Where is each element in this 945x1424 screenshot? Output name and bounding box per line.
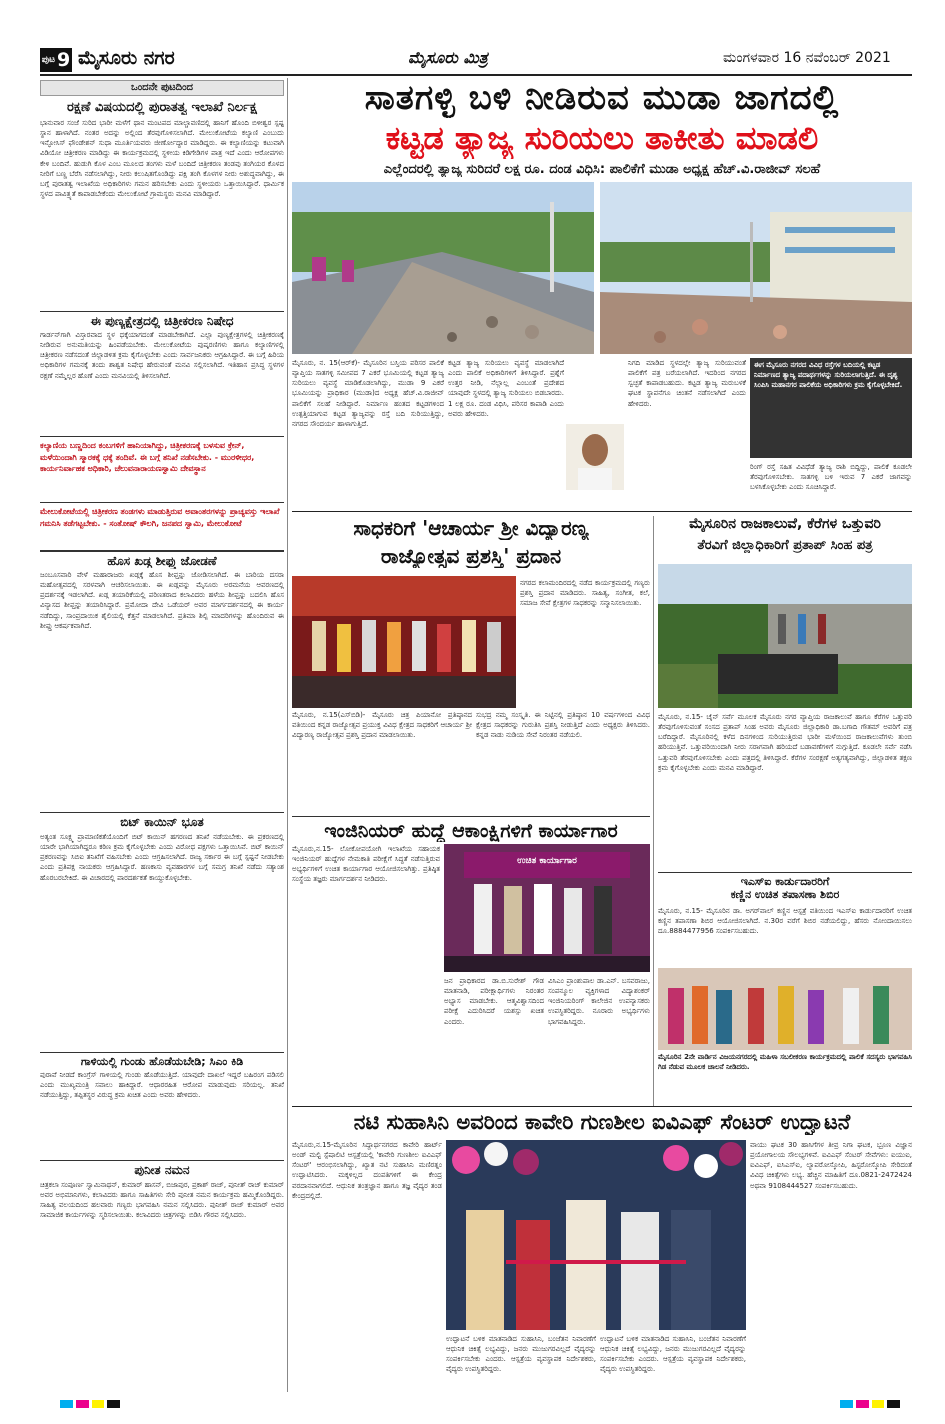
registration-marks: [840, 1400, 900, 1408]
main-headline: ಸಾತಗಳ್ಳಿ ಬಳಿ ನೀಡಿರುವ ಮುಡಾ ಜಾಗದಲ್ಲಿ: [364, 78, 840, 118]
column-divider: [653, 516, 654, 1106]
right-headline: ತೆರವಿಗೆ ಜಿಲ್ಲಾಧಿಕಾರಿಗೆ ಪ್ರತಾಪ್ ಸಿಂಹ ಪತ್ರ: [697, 538, 873, 553]
story-body: ಮೈಸೂರು, ನ.15(ಎಸ್‌ಬಿಡಿ)- ಮೈಸೂರು ಚಿತ್ರ ಪಿಯಾನೋ ಪ್ರತಿಷ್ಠಾನದ ವತಿಯಿಂದ ಕನ್ನಡ ರಾಜ್ಯೋತ್ಸವ ಪ್ರಯುಕ್ತ ವಿವಿಧ ಕ್ಷೇತ್ರದ ಸಾಧಕರಿಗೆ ಆಚಾರ್ಯ ಶ್ರೀ ವಿದ್ಯಾರಣ್ಯ ರಾಜ್ಯೋತ್ಸವ ಪ್ರಶಸ್ತಿ ಪ್ರದಾನ ಮಾಡಲಾಯಿತು.: [292, 711, 472, 740]
column-divider: [287, 78, 288, 1392]
story-title: ಗಾಳಿಯಲ್ಲಿ ಗುಂಡು ಹೊಡೆಯಬೇಡಿ; ಸಿಎಂ ಕಿಡಿ: [40, 1052, 284, 1069]
esi-headline: ಇಎಸ್‌ಐ ಕಾರ್ಡುದಾರರಿಗೆ: [658, 872, 912, 889]
registration-marks: [60, 1400, 120, 1408]
story-body: ಮೈಸೂರು, ನ.15- ಚೈನ್ ಸರ್ವೆ ಮೂಲಕ ಮೈಸೂರು ನಗರ ವ್ಯಾಪ್ತಿಯ ರಾಜಕಾಲುವೆ ಹಾಗೂ ಕೆರೆಗಳ ಒತ್ತುವರಿ ತೆರವುಗೊಳಿಸುವಂತೆ ಸಂಸದ ಪ್ರತಾಪ್ ಸಿಂಹ ಅವರು ಮೈಸೂರು ಜಿಲ್ಲಾಧಿಕಾರಿ ಡಾ.ಬಗಾದಿ ಗೌತಮ್ ಅವರಿಗೆ ಪತ್ರ ಬರೆದಿದ್ದಾರೆ. ಮೈಸೂರಿನಲ್ಲಿ ಕಳೆದ ದಿನಗಳಿಂದ ಸುರಿಯುತ್ತಿರುವ ಭಾರೀ ಮಳೆಯಿಂದ ರಾಜಕಾಲುವೆಗಳು ತುಂಬಿ ಹರಿಯುತ್ತಿವೆ. ಒತ್ತುವರಿಯಿಂದಾಗಿ ನೀರು ಸರಾಗವಾಗಿ ಹರಿಯದೆ ಬಡಾವಣೆಗಳಿಗೆ ನುಗ್ಗುತ್ತಿದೆ. ಕೂಡಲೇ ಸರ್ವೆ ನಡೆಸಿ ಒತ್ತುವರಿ ತೆರವುಗೊಳಿಸಬೇಕು ಎಂದು ಪತ್ರದಲ್ಲಿ ತಿಳಿಸಿದ್ದಾರೆ. ಕೆರೆಗಳ ಸಂರಕ್ಷಣೆ ಅತ್ಯಗತ್ಯವಾಗಿದ್ದು, ಜಿಲ್ಲಾಡಳಿತ ತಕ್ಷಣ ಕ್ರಮ ಕೈಗೊಳ್ಳಬೇಕು ಎಂದು ಮನವಿ ಮಾಡಿದ್ದಾರೆ.: [658, 713, 912, 772]
story-body: ಮೈಸೂರು,ನ.15- ಲೋಕೋಪಯೋಗಿ ಇಲಾಖೆಯ ಸಹಾಯಕ ಇಂಜಿನಿಯರ್ ಹುದ್ದೆಗಳ ನೇಮಕಾತಿ ಪರೀಕ್ಷೆಗೆ ಸಿದ್ಧತೆ ನಡೆಸುತ್ತಿರುವ ಅಭ್ಯರ್ಥಿಗಳಿಗೆ ಉಚಿತ ಕಾರ್ಯಾಗಾರ ಆಯೋಜಿಸಲಾಗಿತ್ತು. ಪ್ರತಿಷ್ಠಿತ ಸಂಸ್ಥೆಯ ತಜ್ಞರು ಮಾರ್ಗದರ್ಶನ ನೀಡಿದರು.: [292, 845, 440, 884]
photo-caption: ಮೈಸೂರಿನ 2ನೇ ವಾರ್ಡಿನ ವಿಜಯನಗರದಲ್ಲಿ ಮಹಿಳಾ ಸಬಲೀಕರಣ ಕಾರ್ಯಕ್ರಮದಲ್ಲಿ ಪಾಲಿಕೆ ಸದಸ್ಯರು ಭಾಗವಹಿಸಿ ಗಿಡ ನೆಡುವ ಮೂಲಕ ಚಾಲನೆ ನೀಡಿದರು.: [658, 1053, 912, 1072]
main-subhead: ಎಲ್ಲೆಂದರಲ್ಲಿ ತ್ಯಾಜ್ಯ ಸುರಿದರೆ ಲಕ್ಷ ರೂ. ದಂಡ ವಿಧಿಸಿ: ಪಾಲಿಕೆಗೆ ಮುಡಾ ಅಧ್ಯಕ್ಷ ಹೆಚ್.ವಿ.ರಾಜೀವ್ ಸಲಹೆ: [383, 162, 821, 177]
story-title: ಹೊಸ ಖಡ್ಗ ಶೀಫ್ತು ಜೋಡಣೆ: [40, 550, 284, 569]
main-headline-red: ಕಟ್ಟಡ ತ್ಯಾಜ್ಯ ಸುರಿಯಲು ತಾಕೀತು ಮಾಡಲಿ: [385, 119, 819, 157]
bottom-headline: ನಟಿ ಸುಹಾಸಿನಿ ಅವರಿಂದ ಕಾವೇರಿ ಗುಣಶೀಲ ಐವಿಎಫ್ ಸೆಂಟರ್ ಉದ್ಘಾಟನೆ: [353, 1110, 851, 1134]
women-event-photo: [658, 968, 912, 1050]
story-body: ಜಂಬೂಸವಾರಿ ವೇಳೆ ಮಹಾರಾಜರು ಖಡ್ಗಕ್ಕೆ ಹೊಸ ಶೀಫ್ತನ್ನು ಜೋಡಿಸಲಾಗಿದೆ. ಈ ಬಾರಿಯ ದಸರಾ ಮಹೋತ್ಸವದಲ್ಲಿ ಸರಳವಾಗಿ ಆಚರಿಸಲಾಯಿತು. ಈ ಖಡ್ಗವನ್ನು ಮೈಸೂರು ಅರಮನೆಯ ಆವರಣದಲ್ಲಿ ಪ್ರದರ್ಶನಕ್ಕೆ ಇಡಲಾಗಿದೆ. ಖಡ್ಗ ತಯಾರಿಕೆಯಲ್ಲಿ ಪರಿಣತರಾದ ಕಲಾವಿದರು ಹಳೆಯ ಶೀಫ್ತನ್ನು ಬದಲಿಸಿ ಹೊಸ ವಿನ್ಯಾಸದ ಶೀಫ್ತನ್ನು ತಯಾರಿಸಿದ್ದಾರೆ. ಪ್ರಮೋದಾ ದೇವಿ ಒಡೆಯರ್ ಅವರ ಮಾರ್ಗದರ್ಶನದಲ್ಲಿ ಈ ಕಾರ್ಯ ನಡೆದಿದ್ದು, ಸಾಂಪ್ರದಾಯಿಕ ಶೈಲಿಯಲ್ಲಿ ಕೆತ್ತನೆ ಮಾಡಲಾಗಿದೆ. ಪ್ರತಿಮಾ ಶಿಲ್ಪಿ ಮಾದರಿಗಳನ್ನು ಹೊಂದಿರುವ ಈ ಶೀಫ್ತು ಆಕರ್ಷಕವಾಗಿದೆ.: [40, 571, 284, 630]
story-body: ರಿಂಗ್ ರಸ್ತೆ ಸಹಿತ ವಿವಿಧೆಡೆ ತ್ಯಾಜ್ಯ ರಾಶಿ ಬಿದ್ದಿದ್ದು, ಪಾಲಿಕೆ ಕೂಡಲೇ ತೆರವುಗೊಳಿಸಬೇಕು. ಸಾತಗಳ್ಳಿ ಬಳಿ ಇರುವ 7 ಎಕರೆ ಜಾಗವನ್ನು ಬಳಸಿಕೊಳ್ಳಬೇಕು ಎಂದು ಸೂಚಿಸಿದ್ದಾರೆ.: [750, 463, 912, 492]
story-body: ಮೈಸೂರು,ನ.15-ಮೈಸೂರಿನ ಸಿದ್ದಾರ್ಥನಗರದ ಕಾವೇರಿ ಹಾರ್ಟ್ ಅಂಡ್ ಮಲ್ಟಿ ಸ್ಪೆಷಾಲಿಟಿ ಆಸ್ಪತ್ರೆಯಲ್ಲಿ 'ಕಾವೇರಿ ಗುಣಶೀಲ ಐವಿಎಫ್ ಸೆಂಟರ್' ಆರಂಭಿಸಲಾಗಿದ್ದು, ಖ್ಯಾತ ನಟಿ ಸುಹಾಸಿನಿ ಮಣಿರತ್ನಂ ಉದ್ಘಾಟಿಸಿದರು. ಮಕ್ಕಳಿಲ್ಲದ ದಂಪತಿಗಳಿಗೆ ಈ ಕೇಂದ್ರ ವರದಾನವಾಗಲಿದೆ. ಆಧುನಿಕ ತಂತ್ರಜ್ಞಾನ ಹಾಗೂ ತಜ್ಞ ವೈದ್ಯರ ತಂಡ ಕೇಂದ್ರದಲ್ಲಿದೆ.: [292, 1141, 442, 1200]
esi-headline: ಕಣ್ಣಿನ ಉಚಿತ ತಪಾಸಣಾ ಶಿಬಿರ: [730, 888, 840, 901]
story-title: ರಕ್ಷಣೆ ವಿಷಯದಲ್ಲಿ ಪುರಾತತ್ವ ಇಲಾಖೆ ನಿರ್ಲಕ್ಷ: [67, 100, 257, 115]
story-title: ಪುನೀತ ನಮನ: [40, 1160, 284, 1178]
page-label: ಪುಟ: [41, 55, 55, 65]
workshop-banner-text: ಉಚಿತ ಕಾರ್ಯಾಗಾರ: [517, 856, 577, 866]
section-title: ಮೈಸೂರು ನಗರ: [78, 47, 175, 69]
drain-photo: [658, 564, 912, 708]
story-body: ವಿಸಿಎಂ ಪ್ರಾಂಶುಪಾಲ ಡಾ.ಎನ್. ಬಸವರಾಜು, ಸಂಪನ್ಮೂಲ ವ್ಯಕ್ತಿಗಳಾದ ವಿದ್ಯಾಶಂಕರ್ ಇಂಜಿನಿಯರಿಂಗ್ ಕಾಲೇಜಿನ ಉಪನ್ಯಾಸಕರು ಉಪಸ್ಥಿತರಿದ್ದರು. ನೂರಾರು ಅಭ್ಯರ್ಥಿಗಳು ಭಾಗವಹಿಸಿದ್ದರು.: [548, 977, 650, 1026]
header-rule: [40, 74, 912, 76]
quote-block: ಕಲ್ಯಾಣಿಯ ಬಣ್ಣದಿಂದ ಕಂಬಗಳಿಗೆ ಹಾನಿಯಾಗಿದ್ದು, ಚಿತ್ರೀಕರಣಕ್ಕೆ ಬಳಸುವ ಕ್ರೇನ್, ಮಳೆಯಿಂದಾಗಿ ಸ್ಮಾರಕಕ್ಕೆ ಧಕ್ಕೆ ತಂದಿವೆ. ಈ ಬಗ್ಗೆ ತನಿಖೆ ನಡೆಸಬೇಕು. - ಮುರಳೀಧರ, ಕಾರ್ಯನಿರ್ವಾಹಕ ಅಧಿಕಾರಿ, ಚೆಲುವನಾರಾಯಣಸ್ವಾಮಿ ದೇವಸ್ಥಾನ: [40, 436, 284, 498]
page-number-badge: [40, 48, 72, 72]
ivf-inauguration-photo: [446, 1140, 746, 1330]
right-headline: ಮೈಸೂರಿನ ರಾಜಕಾಲುವೆ, ಕೆರೆಗಳ ಒತ್ತುವರಿ: [689, 516, 881, 532]
story-body: ಉದ್ಘಾಟನೆ ಬಳಿಕ ಮಾತನಾಡಿದ ಸುಹಾಸಿನಿ, ಬಂಜೆತನ ನಿವಾರಣೆಗೆ ಆಧುನಿಕ ಚಿಕಿತ್ಸೆ ಲಭ್ಯವಿದ್ದು, ಜನರು ಮುಜುಗರವಿಲ್ಲದೆ ವೈದ್ಯರನ್ನು ಸಂಪರ್ಕಿಸಬೇಕು ಎಂದರು. ಆಸ್ಪತ್ರೆಯ ವ್ಯವಸ್ಥಾಪಕ ನಿರ್ದೇಶಕರು, ವೈದ್ಯರು ಉಪಸ್ಥಿತರಿದ್ದರು.: [446, 1335, 596, 1374]
award-headline: ರಾಜ್ಯೋತ್ಸವ ಪ್ರಶಸ್ತಿ' ಪ್ರದಾನ: [380, 544, 562, 568]
newspaper-brand: ಮೈಸೂರು ಮಿತ್ರ: [408, 48, 488, 67]
story-body: ಚಿತ್ರಕಲಾ ಸಂಪೂರ್ಣ ಸ್ವಾಮಿನಾಥನ್, ಕುಮಾರ್ ಹಾಸನ್, ಬಿಜಾಪುರ, ಪ್ರಕಾಶ್ ರಾಜ್, ಪುನೀತ್ ರಾಜ್ ಕುಮಾರ್ ಅವರ ಅಭಿಮಾನಿಗಳು, ಕಲಾವಿದರು ಹಾಗೂ ಸಾಹಿತಿಗಳು ಸೇರಿ ಪುನೀತ ನಮನ ಕಾರ್ಯಕ್ರಮ ಹಮ್ಮಿಕೊಂಡಿದ್ದರು. ಸಾಹಿತ್ಯ ವಲಯದಿಂದ ಹಲವಾರು ಗಣ್ಯರು ಭಾಗವಹಿಸಿ ನಮನ ಸಲ್ಲಿಸಿದರು. ಪುನೀತ್ ರಾಜ್ ಕುಮಾರ್ ಅವರ ಸಾಮಾಜಿಕ ಕಾರ್ಯಗಳನ್ನು ಸ್ಮರಿಸಲಾಯಿತು. ಕಲಾವಿದರು ಚಿತ್ರಗಳನ್ನು ಬಿಡಿಸಿ ಗೌರವ ಸಲ್ಲಿಸಿದರು.: [40, 1181, 284, 1220]
award-headline: ಸಾಧಕರಿಗೆ 'ಆಚಾರ್ಯ ಶ್ರೀ ವಿದ್ಯಾರಣ್ಯ: [353, 516, 589, 540]
workshop-photo: [444, 844, 650, 972]
story-body: ಗಾರ್ಡನ್‌ಗಾಗಿ ವಿಸ್ತಾರವಾದ ಸ್ಥಳ ಧಕ್ಕೆಯಾಗದಂತೆ ಮಾಡಬೇಕಾಗಿದೆ. ಎಲ್ಲಾ ಪುಣ್ಯಕ್ಷೇತ್ರಗಳಲ್ಲಿ ಚಿತ್ರೀಕರಣಕ್ಕೆ ನೀಡಿರುವ ಅನುಮತಿಯನ್ನು ಹಿಂಪಡೆಯಬೇಕು. ಮೇಲುಕೋಟೆಯ ಪುಷ್ಕರಣಿಗಳು ಹಾಗೂ ಕಲ್ಯಾಣಿಗಳಲ್ಲಿ ಚಿತ್ರೀಕರಣ ನಡೆಸದಂತೆ ಜಿಲ್ಲಾಡಳಿತ ಕ್ರಮ ಕೈಗೊಳ್ಳಬೇಕು ಎಂದು ಸಾರ್ವಜನಿಕರು ಆಗ್ರಹಿಸಿದ್ದಾರೆ. ಈ ಬಗ್ಗೆ ಹಿರಿಯ ಅಧಿಕಾರಿಗಳ ಗಮನಕ್ಕೆ ತಂದು ಶಾಶ್ವತ ನಿಷೇಧ ಹೇರುವಂತೆ ಮನವಿ ಸಲ್ಲಿಸಲಾಗಿದೆ. ಇತಿಹಾಸ ಪ್ರಸಿದ್ಧ ಸ್ಥಳಗಳ ರಕ್ಷಣೆ ನಮ್ಮೆಲ್ಲರ ಹೊಣೆ ಎಂದು ಮನವಿಯಲ್ಲಿ ತಿಳಿಸಲಾಗಿದೆ.: [40, 331, 284, 380]
story-body: ಉದ್ಘಾಟನೆ ಬಳಿಕ ಮಾತನಾಡಿದ ಸುಹಾಸಿನಿ, ಬಂಜೆತನ ನಿವಾರಣೆಗೆ ಆಧುನಿಕ ಚಿಕಿತ್ಸೆ ಲಭ್ಯವಿದ್ದು, ಜನರು ಮುಜುಗರವಿಲ್ಲದೆ ವೈದ್ಯರನ್ನು ಸಂಪರ್ಕಿಸಬೇಕು ಎಂದರು. ಆಸ್ಪತ್ರೆಯ ವ್ಯವಸ್ಥಾಪಕ ನಿರ್ದೇಶಕರು, ವೈದ್ಯರು ಉಪಸ್ಥಿತರಿದ್ದರು.: [600, 1335, 746, 1374]
road-debris-photo: [292, 182, 594, 354]
story-body: ಭಾನುವಾರ ಸಂಜೆ ಸುರಿದ ಭಾರೀ ಮಳೆಗೆ ಥಾನ ಮಂಟಪದ ಮಾಲ್ಚಾವಣಿದಲ್ಲಿ ಹಾನಿಗೆ ಹೊಂದಿ ಬಿಳೀಶ್ವರ ಸ್ಪಷ್ಟ ಸ್ಥಾನ ಹಾಳಾಗಿದೆ. ನಂತರ ಅದನ್ನು ಅಲ್ಲಿಂದ ತೆರವುಗೊಳಿಸಲಾಗಿದೆ. ಮೇಲುಕೋಟೆಯ ಕಲ್ಯಾಣಿ ಎಂಬುದು ಇನ್ಫೋಸಿಸ್ ಫೌಂಡೇಶನ್ ಸುಧಾ ಮೂರ್ತಿಯವರು ಜೀರ್ಣೋದ್ಧಾರ ಮಾಡಿದ್ದರು. ಈ ಕಲ್ಯಾಣಿಯನ್ನು ಕಟುವಾಗಿ ವಿಡಿಯೋ ಚಿತ್ರೀಕರಣ ಮಾಡಿದ್ದು ಈ ಕಾರ್ಯಕ್ರಮದಲ್ಲಿ ಸ್ಥಳೀಯ ಕಿಡಿಗೇಡಿಗಳ ಪಾತ್ರ ಇದೆ ಎಂದು ಆರೋಪಗಳು ಕೇಳಿ ಬಂದಿವೆ. ಹುಡುಗಿ ಕೊಳ ಎಂಬ ಮೂಲದ ತಂಗಳು ಮಳೆ ಬಂದಿದೆ ಚಿತ್ರೀಕರಣ ತಂಡವು ತಂಗಿಯರ ಕೊಳದ ನೀರಿಗೆ ಬಣ್ಣ ಬೆರೆಸಿ ನಡೆಸಲಾಗಿದ್ದು, ನೀರು ಕಲುಷಿತಗೊಂಡಿದ್ದು ಪಕ್ಷಿ ತಂಗಿ ಕೊಳಗಳ ನೀರು ಅಶುದ್ಧವಾಗಿದ್ದು, ಈ ಬಗ್ಗೆ ಪುರಾತತ್ವ ಇಲಾಖೆಯ ಅಧಿಕಾರಿಗಳು ಗಮನ ಹರಿಸಬೇಕು ಎಂದು ಸ್ಥಳೀಯರು ಒತ್ತಾಯಿಸಿದ್ದಾರೆ. ಧಾರ್ಮಿಕ ಸ್ಥಳದ ಪಾವಿತ್ರ್ಯತೆ ಕಾಪಾಡಬೇಕೆಂದು ಮೇಲುಕೋಟೆ ಗ್ರಾಮಸ್ಥರು ಮನವಿ ಮಾಡಿದ್ದಾರೆ.: [40, 119, 284, 198]
story-body: ವಾಯು ಘಟಕ 30 ಹಾಸಿಗೆಗಳ ತೀವ್ರ ನಿಗಾ ಘಟಕ, ಭ್ರೂಣ ವಿಜ್ಞಾನ ಪ್ರಯೋಗಾಲಯ ಸೌಲಭ್ಯಗಳಿವೆ. ಐವಿಎಫ್ ಸೆಂಟರ್ ಸೇವೆಗಳು: ಐಯುಐ, ಐವಿಎಫ್, ಐಸಿಎಸ್‌ಐ, ಲ್ಯಾಪರೋಸ್ಕೋಪಿ, ಹಿಸ್ಟರೋಸ್ಕೋಪಿ ಸೇರಿದಂತೆ ವಿವಿಧ ಚಿಕಿತ್ಸೆಗಳು ಲಭ್ಯ. ಹೆಚ್ಚಿನ ಮಾಹಿತಿಗೆ ದೂ.0821-2472424 ಅಥವಾ 9108444527 ಸಂಪರ್ಕಿಸಬಹುದು.: [750, 1141, 912, 1190]
story-body: ನಿಗದಿ ಮಾಡಿದ ಸ್ಥಳದಲ್ಲೇ ತ್ಯಾಜ್ಯ ಸುರಿಯುವಂತೆ ಪಾಲಿಕೆಗೆ ಪತ್ರ ಬರೆಯಲಾಗಿದೆ. ಇದರಿಂದ ನಗರದ ಸ್ವಚ್ಛತೆ ಕಾಪಾಡಬಹುದು. ಕಟ್ಟಡ ತ್ಯಾಜ್ಯ ಮರುಬಳಕೆ ಘಟಕ ಸ್ಥಾಪನೆಗೂ ಚಿಂತನೆ ನಡೆಸಲಾಗಿದೆ ಎಂದು ಹೇಳಿದರು.: [628, 359, 746, 408]
section-rule: [292, 1106, 912, 1107]
story-body: ಸುಭದ್ರ ನಮ್ಮ ಸಂಸ್ಕೃತಿ. ಈ ನಿಟ್ಟಿನಲ್ಲಿ ಪ್ರತಿಷ್ಠಾನ 10 ವರ್ಷಗಳಿಂದ ವಿವಿಧ ಕ್ಷೇತ್ರದ ಸಾಧಕರನ್ನು ಗುರುತಿಸಿ ಪ್ರಶಸ್ತಿ ನೀಡುತ್ತಿದೆ ಎಂದು ಅಧ್ಯಕ್ಷರು ತಿಳಿಸಿದರು. ಕನ್ನಡ ನಾಡು ನುಡಿಯ ಸೇವೆ ನಿರಂತರ ನಡೆಯಲಿ.: [476, 711, 650, 740]
page-number: 9: [56, 48, 71, 71]
quote-block: ಮೇಲುಕೋಟೆಯಲ್ಲಿ ಚಿತ್ರೀಕರಣ ತಂಡಗಳು ಮಾಡುತ್ತಿರುವ ಅವಾಂತರಗಳನ್ನು ಪ್ರಾಚ್ಯವಸ್ತು ಇಲಾಖೆ ಗಮನಿಸಿ ತಡೆಗಟ್ಟಬೇಕು. - ಸಂತೋಷ್ ಕೌಲಗಿ, ಜನಪದ ಸ್ವಾಮಿ, ಮೇಲುಕೋಟೆ: [40, 502, 284, 546]
section-rule: [292, 511, 912, 512]
story-title: ಈ ಪುಣ್ಯಕ್ಷೇತ್ರದಲ್ಲಿ ಚಿತ್ರೀಕರಣ ನಿಷೇಧ: [40, 311, 284, 329]
story-body: ನಗರದ ಕಲಾಮಂದಿರದಲ್ಲಿ ನಡೆದ ಕಾರ್ಯಕ್ರಮದಲ್ಲಿ ಗಣ್ಯರು ಪ್ರಶಸ್ತಿ ಪ್ರದಾನ ಮಾಡಿದರು. ಸಾಹಿತ್ಯ, ಸಂಗೀತ, ಕಲೆ, ಸಮಾಜ ಸೇವೆ ಕ್ಷೇತ್ರಗಳ ಸಾಧಕರನ್ನು ಸನ್ಮಾನಿಸಲಾಯಿತು.: [520, 579, 650, 608]
story-body: ಮೈಸೂರು, ನ. 15(ಆರ್‌ಕೆ)- ಮೈಸೂರಿನ ಬಸ್ತಿಯ ಪರಿಸರ ಪಾಲಿಕೆ ವ್ಯಾಪ್ತಿಯ ಸಾತಗಳ್ಳಿ ಸಮೀಪದ 7 ಎಕರೆ ಭೂಮಿಯಲ್ಲಿ ಕಟ್ಟಡ ತ್ಯಾಜ್ಯ ಸುರಿಯಲು ವ್ಯವಸ್ಥೆ ಮಾಡಿಕೊಡಲಾಗಿದ್ದು, ಮುಡಾ 9 ಎಕರೆ ಭೂಮಿಯನ್ನು ಪ್ರಾಧಿಕಾರ (ಮುಡಾ)ದ ಅಧ್ಯಕ್ಷ ಹೆಚ್.ವಿ.ರಾಜೀವ್ ಪಾಲಿಕೆಗೆ ಸಲಹೆ ನೀಡಿದ್ದಾರೆ. ನಿರ್ಮಾಣ ಹಂತದ ಕಟ್ಟಡಗಳಿಂದ ಉತ್ಪತ್ತಿಯಾಗುವ ಕಟ್ಟಡ ತ್ಯಾಜ್ಯವನ್ನು ರಸ್ತೆ ಬದಿ ಸುರಿಯುತ್ತಿದ್ದು, ನಗರದ ಸೌಂದರ್ಯ ಹಾಳಾಗುತ್ತಿದೆ.: [292, 359, 444, 428]
engineer-headline: ಇಂಜಿನಿಯರ್ ಹುದ್ದೆ ಆಕಾಂಕ್ಷಿಗಳಿಗೆ ಕಾರ್ಯಾಗಾರ: [292, 816, 650, 842]
story-body: ಜನ ಪ್ರಾಧಿಕಾರದ ಡಾ.ಬಿ.ಸುರೇಶ್ ಗೌಡ ಮಾತನಾಡಿ, ಪರೀಕ್ಷಾರ್ಥಿಗಳು ನಿರಂತರ ಅಭ್ಯಾಸ ಮಾಡಬೇಕು. ಆತ್ಮವಿಶ್ವಾಸದಿಂದ ಪರೀಕ್ಷೆ ಎದುರಿಸಿದರೆ ಯಶಸ್ಸು ಖಚಿತ ಎಂದರು.: [444, 977, 544, 1026]
story-body: ಮೈಸೂರು, ನ.15- ಮೈಸೂರಿನ ಡಾ. ಅಗರ್‌ವಾಲ್ ಕಣ್ಣಿನ ಆಸ್ಪತ್ರೆ ವತಿಯಿಂದ ಇಎಸ್‌ಐ ಕಾರ್ಡುದಾರರಿಗೆ ಉಚಿತ ಕಣ್ಣಿನ ತಪಾಸಣಾ ಶಿಬಿರ ಆಯೋಜಿಸಲಾಗಿದೆ. ನ.30ರ ವರೆಗೆ ಶಿಬಿರ ನಡೆಯಲಿದ್ದು, ಹೆಸರು ನೋಂದಾಯಿಸಲು ದೂ.8884477956 ಸಂಪರ್ಕಿಸಬಹುದು.: [658, 907, 912, 936]
rajeev-portrait: [566, 424, 624, 490]
story-body: ಅತ್ಯಂತ ಸೂಕ್ಷ್ಮ ಪ್ರಾಮಾಣಿಕತೆಯೊಂದಿಗೆ ಬಿಟ್ ಕಾಯಿನ್ ಹಗರಣದ ತನಿಖೆ ನಡೆಯಬೇಕು. ಈ ಪ್ರಕರಣದಲ್ಲಿ ಯಾರೇ ಭಾಗಿಯಾಗಿದ್ದರೂ ಕಠಿಣ ಕ್ರಮ ಕೈಗೊಳ್ಳಬೇಕು ಎಂದು ವಿರೋಧ ಪಕ್ಷಗಳು ಒತ್ತಾಯಿಸಿವೆ. ಬಿಟ್ ಕಾಯಿನ್ ಪ್ರಕರಣವನ್ನು ಸಿಬಿಐ ತನಿಖೆಗೆ ವಹಿಸಬೇಕು ಎಂದು ಆಗ್ರಹಿಸಲಾಗಿದೆ. ರಾಜ್ಯ ಸರ್ಕಾರ ಈ ಬಗ್ಗೆ ಸ್ಪಷ್ಟನೆ ನೀಡಬೇಕು ಎಂದು ಪ್ರತಿಪಕ್ಷ ನಾಯಕರು ಆಗ್ರಹಿಸಿದ್ದಾರೆ. ಹಣಕಾಸು ವ್ಯವಹಾರಗಳ ಬಗ್ಗೆ ಸಮಗ್ರ ತನಿಖೆ ನಡೆದು ಸತ್ಯಾಂಶ ಹೊರಬರಬೇಕಿದೆ. ಈ ವಿಚಾರದಲ್ಲಿ ಪಾರದರ್ಶಕತೆ ಕಾಯ್ದುಕೊಳ್ಳಬೇಕು.: [40, 833, 284, 882]
story-body: ಪುರಾವೆ ನೀಡದೆ ಕಾಂಗ್ರೆಸ್ ಗಾಳಿಯಲ್ಲಿ ಗುಂಡು ಹೊಡೆಯುತ್ತಿದೆ. ಯಾವುದೇ ದಾಖಲೆ ಇದ್ದರೆ ಬಹಿರಂಗ ಪಡಿಸಲಿ ಎಂದು ಮುಖ್ಯಮಂತ್ರಿ ಸವಾಲು ಹಾಕಿದ್ದಾರೆ. ಆಧಾರರಹಿತ ಆರೋಪ ಮಾಡುವುದು ಸರಿಯಲ್ಲ. ತನಿಖೆ ನಡೆಯುತ್ತಿದ್ದು, ತಪ್ಪಿತಸ್ಥರ ವಿರುದ್ಧ ಕ್ರಮ ಖಚಿತ ಎಂದು ಅವರು ಹೇಳಿದರು.: [40, 1071, 284, 1100]
continued-label: ಒಂದನೇ ಪುಟದಿಂದ: [40, 80, 284, 96]
story-body: ಕಟ್ಟಡ ತ್ಯಾಜ್ಯ ಸುರಿಯಲು ವ್ಯವಸ್ಥೆ ಮಾಡಲಾಗಿದೆ ಎಂದು ಪಾಲಿಕೆ ಅಧಿಕಾರಿಗಳಿಗೆ ತಿಳಿಸಿದ್ದಾರೆ. ಪ್ರಶ್ನೆಗೆ ಉತ್ತರ ನೀಡಿ, ನೆಲ್ಲಾಲ್ಲ ಎಂಬಂತೆ ಪ್ರದೇಶದ ಯಾವುದೇ ಸ್ಥಳದಲ್ಲಿ ತ್ಯಾಜ್ಯ ಸುರಿಯಲು ಬಿಡಬಾರದು. 1 ಲಕ್ಷ ರೂ. ದಂಡ ವಿಧಿಸಿ, ಪರಿಸರ ಕಾಪಾಡಿ ಎಂದು ಅವರು ಹೇಳಿದರು.: [448, 359, 564, 418]
story-title: ಬಿಟ್ ಕಾಯಿನ್ ಭೂತ: [40, 812, 284, 830]
debris-building-photo: [600, 182, 912, 354]
photo-caption: ಈಗ ಮೈಸೂರು ನಗರದ ವಿವಿಧ ರಸ್ತೆಗಳ ಬದಿಯಲ್ಲಿ ಕಟ್ಟಡ ನಿರ್ಮಾಣದ ತ್ಯಾಜ್ಯ ಪದಾರ್ಥಗಳನ್ನು ಸುರಿಯಲಾಗುತ್ತಿದೆ. ಈ ದೃಶ್ಯ ಸಿಂಪಿಸಿ ಮಹಾನಗರ ಪಾಲಿಕೆಯ ಅಧಿಕಾರಿಗಳು ಕ್ರಮ ಕೈಗೊಳ್ಳಬೇಕಿದೆ.: [750, 358, 912, 458]
award-ceremony-photo: [292, 576, 516, 708]
issue-date: ಮಂಗಳವಾರ 16 ನವೆಂಬರ್ 2021: [723, 50, 891, 66]
